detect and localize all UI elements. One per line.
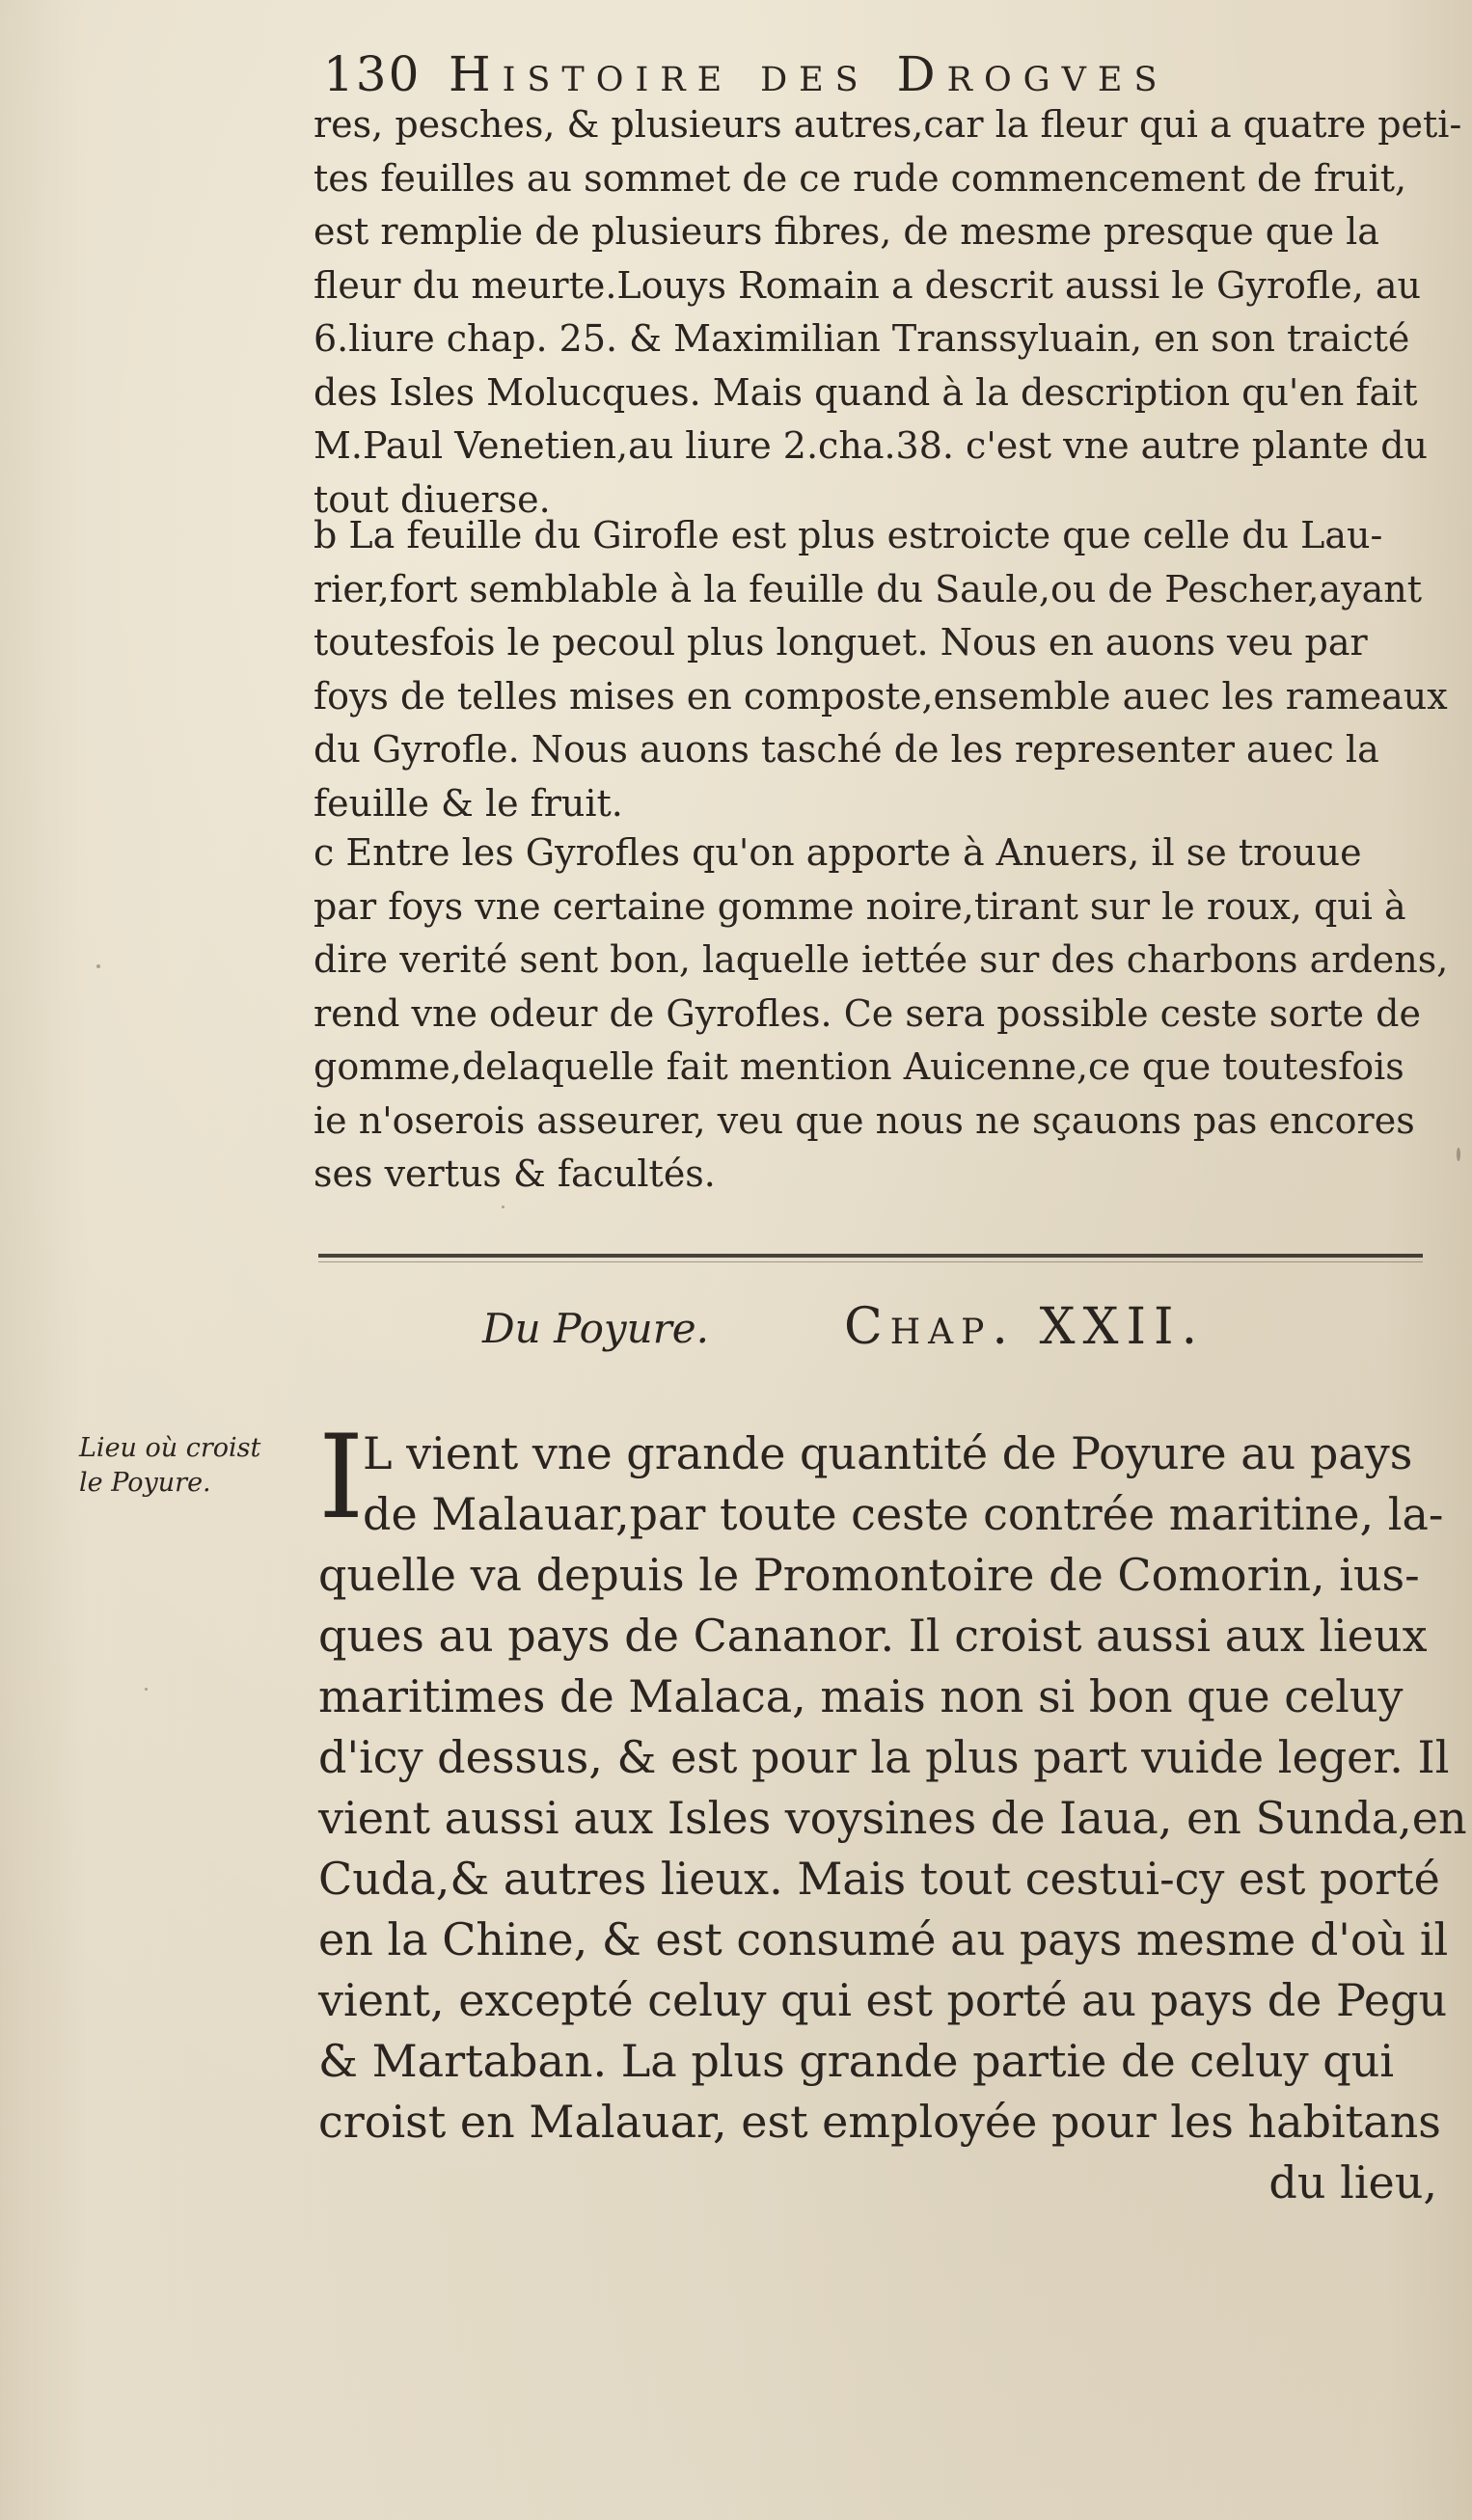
text-line: des Isles Molucques. Mais quand à la description qu'en fait: [313, 370, 1418, 414]
chapter-body: [318, 1411, 1467, 2213]
text-line: Cuda,& autres lieux. Mais tout cestui-cy est porté: [318, 1853, 1440, 1905]
paper-speck: [502, 1206, 504, 1208]
text-line: tes feuilles au sommet de ce rude commencement de fruit,: [313, 156, 1407, 200]
text-line: par foys vne certaine gomme noire,tirant sur le roux, qui à: [313, 884, 1406, 928]
page-number: 130: [323, 46, 422, 102]
text-line: quelle va depuis le Promontoire de Comorin, ius-: [318, 1549, 1420, 1601]
text-line: foys de telles mises en composte,ensemble auec les rameaux: [313, 674, 1448, 718]
text-line: res, pesches, & plusieurs autres,car la fleur qui a quatre peti-: [313, 103, 1462, 146]
text-line: b La feuille du Girofle est plus estroicte que celle du Lau-: [313, 514, 1383, 556]
text-line: c Entre les Gyrofles qu'on apporte à Anuers, il se trouue: [313, 831, 1362, 874]
running-title: Histoire des Drogves: [449, 46, 1169, 102]
text-line: ie n'oserois asseurer, veu que nous ne sçauons pas encores: [313, 1098, 1415, 1142]
text-line: L vient vne grande quantité de Poyure au pays: [363, 1427, 1413, 1479]
paragraph-clove-leaf: [313, 509, 1448, 830]
paper-speck: [145, 1688, 148, 1691]
paragraph-clove-gum: [313, 826, 1449, 1202]
text-line: fleur du meurte.Louys Romain a descrit aussi le Gyrofle, au: [313, 263, 1422, 307]
text-line: dire verité sent bon, laquelle iettée sur des charbons ardens,: [313, 938, 1449, 981]
paper-speck: [96, 964, 100, 968]
margin-note-line: Lieu où croist: [79, 1433, 261, 1463]
text-line: toutesfois le pecoul plus longuet. Nous en auons veu par: [313, 621, 1368, 664]
text-line: ses vertus & facultés.: [313, 1152, 716, 1195]
text-line: & Martaban. La plus grande partie de celuy qui: [318, 2035, 1395, 2087]
margin-note-line: le Poyure.: [79, 1468, 211, 1498]
text-line: feuille & le fruit.: [313, 781, 623, 825]
section-divider-thin: [318, 1261, 1423, 1262]
text-line: gomme,delaquelle fait mention Auicenne,ce que toutesfois: [313, 1045, 1404, 1088]
text-line: est remplie de plusieurs fibres, de mesme presque que la: [313, 210, 1379, 253]
text-line: d'icy dessus, & est pour la plus part vuide leger. Il: [318, 1731, 1450, 1783]
text-line: M.Paul Venetien,au liure 2.cha.38. c'est vne autre plante du: [313, 424, 1429, 467]
text-line: ques au pays de Cananor. Il croist aussi aux lieux: [318, 1610, 1428, 1662]
text-line: croist en Malauar, est employée pour les habitans: [318, 2096, 1441, 2148]
text-line: tout diuerse.: [313, 477, 551, 521]
text-line: en la Chine, & est consumé au pays mesme d'où il: [318, 1913, 1449, 1965]
text-line: rier,fort semblable à la feuille du Saule,ou de Pescher,ayant: [313, 567, 1422, 610]
margin-note: [79, 1431, 301, 1501]
text-line: vient, excepté celuy qui est porté au pays de Pegu: [318, 1974, 1448, 2026]
chapter-number: Chap. XXII.: [844, 1298, 1206, 1356]
chapter-heading: [482, 1298, 1350, 1356]
text-line: rend vne odeur de Gyrofles. Ce sera possible ceste sorte de: [313, 991, 1421, 1035]
text-line-catchword: du lieu,: [1268, 2156, 1437, 2208]
page-header: [323, 46, 1346, 104]
text-line: de Malauar,par toute ceste contrée maritine, la-: [363, 1488, 1444, 1540]
text-line: du Gyrofle. Nous auons tasché de les representer auec la: [313, 728, 1379, 771]
text-line: maritimes de Malaca, mais non si bon que celuy: [318, 1670, 1404, 1722]
drop-cap: I: [318, 1411, 365, 1545]
chapter-title: Du Poyure.: [482, 1305, 709, 1352]
paper-speck: [1457, 1148, 1460, 1161]
paragraph-clove-flower: [313, 98, 1462, 527]
text-line: 6.liure chap. 25. & Maximilian Transsyluain, en son traicté: [313, 317, 1410, 360]
section-divider: [318, 1254, 1423, 1258]
text-line: vient aussi aux Isles voysines de Iaua, en Sunda,en: [318, 1792, 1467, 1844]
